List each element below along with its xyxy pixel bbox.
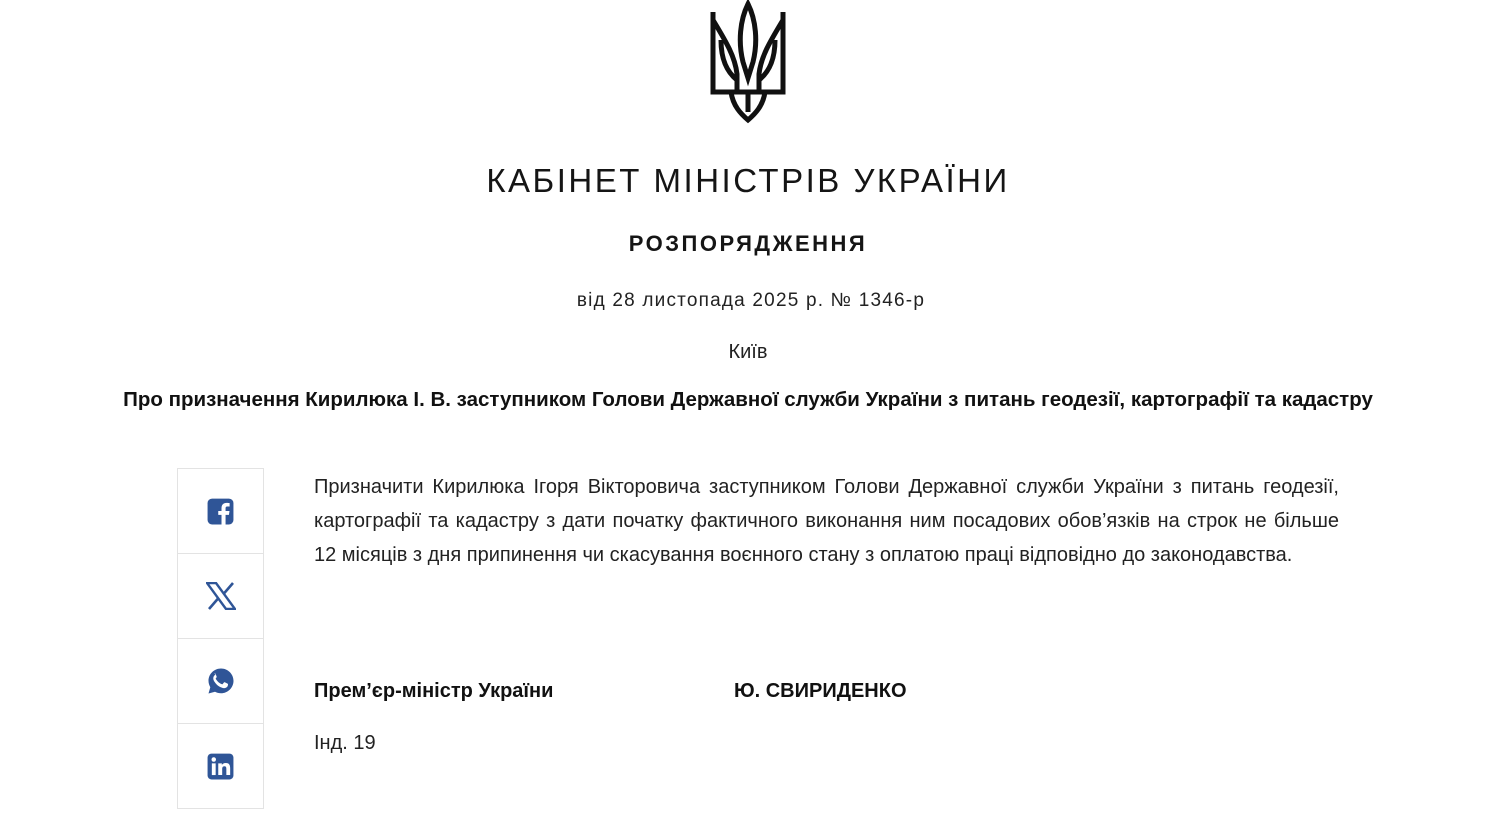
document-type: РОЗПОРЯДЖЕННЯ [628, 231, 868, 256]
document-subject: Про призначення Кирилюка І. В. заступником Голови Державної служби України з питань геодезії, картографії та кадастру [123, 388, 1373, 411]
document-date-number: від 28 листопада 2025 р. № 1346-р [576, 290, 926, 311]
document-city: Київ [728, 341, 768, 363]
linkedin-icon [207, 753, 234, 780]
share-whatsapp-button[interactable] [178, 639, 263, 724]
tryzub-icon [707, 0, 789, 124]
x-icon [206, 582, 236, 610]
signatory-position: Прем’єр-міністр України [314, 680, 554, 702]
share-facebook-button[interactable] [178, 469, 263, 554]
whatsapp-icon [207, 667, 235, 695]
document-index: Інд. 19 [314, 732, 376, 754]
share-x-button[interactable] [178, 554, 263, 639]
organization-title: КАБІНЕТ МІНІСТРІВ УКРАЇНИ [486, 162, 1010, 199]
share-linkedin-button[interactable] [178, 724, 263, 808]
signatory-name: Ю. СВИРИДЕНКО [734, 680, 907, 702]
facebook-icon [207, 498, 234, 525]
share-bar [177, 468, 264, 809]
order-text: Призначити Кирилюка Ігоря Вікторовича заступником Голови Державної служби України з питань геодезії, картографії та кадастру з дати початку фактичного виконання ним посадових обов’язків на строк не більше 12 місяців з дня припинення чи скасування воєнного стану з оплатою праці відповідно до законодавства. [314, 476, 1339, 566]
